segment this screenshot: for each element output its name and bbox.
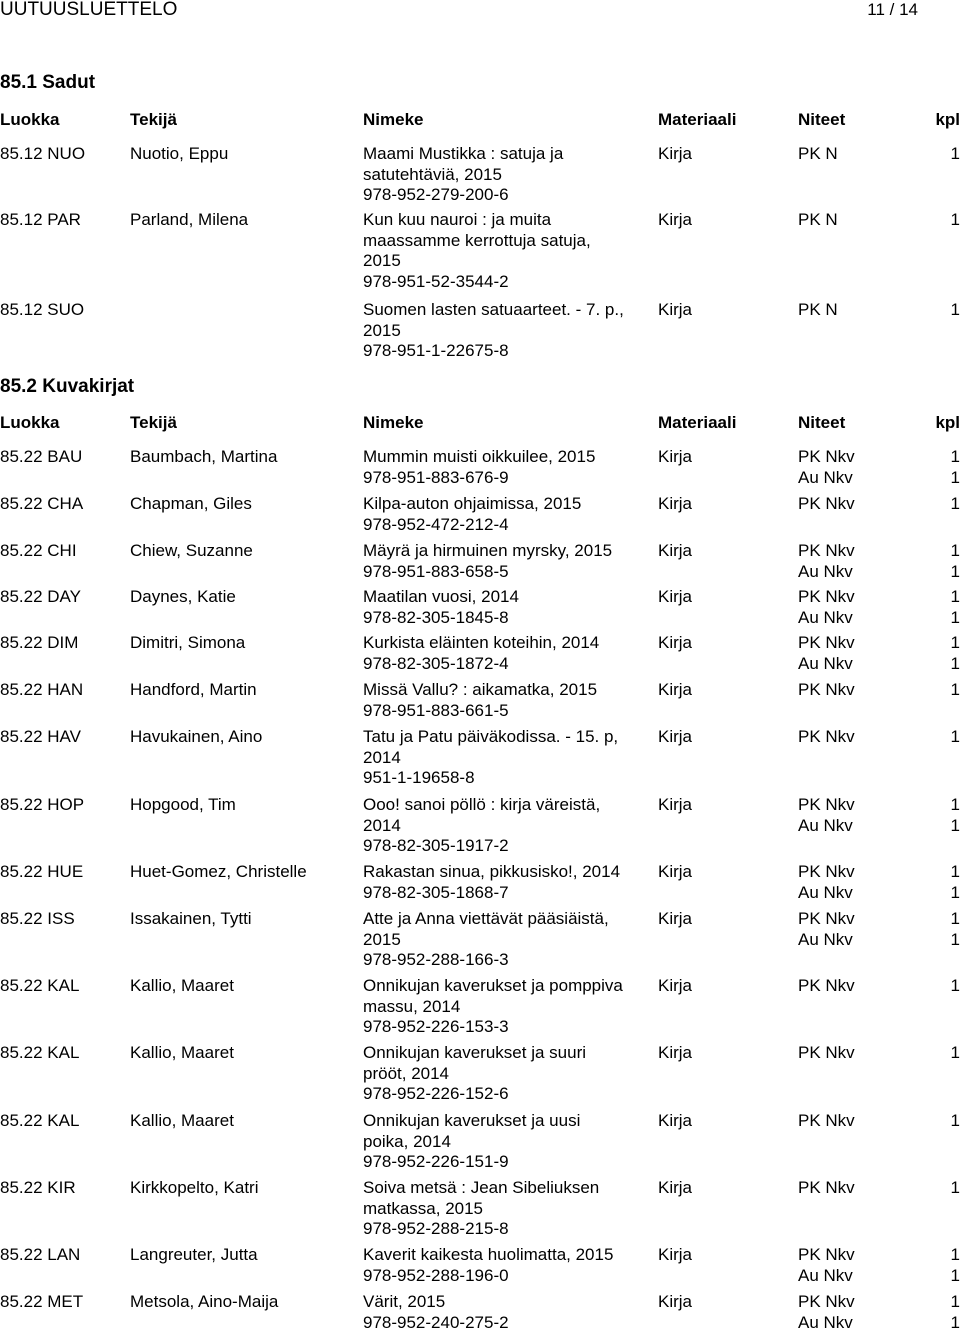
entry-holdings — [798, 795, 960, 836]
entry-title — [363, 1178, 648, 1240]
entry-title-line: Ooo! sanoi pöllö : kirja väreistä, — [363, 795, 648, 816]
holding-location: PK Nkv — [798, 1111, 855, 1132]
entry-title — [363, 1292, 648, 1333]
entry-material: Kirja — [658, 862, 692, 883]
column-header-tekija: Tekijä — [130, 110, 177, 130]
entry-title-line: maassamme kerrottuja satuja, — [363, 231, 648, 252]
entry-title-line: 2014 — [363, 816, 648, 837]
holding-count: 1 — [951, 909, 960, 930]
entry-title — [363, 541, 648, 582]
holding-count: 1 — [951, 1313, 960, 1333]
holding-count: 1 — [951, 1043, 960, 1064]
entry-holdings — [798, 862, 960, 903]
holding-location: PK Nkv — [798, 909, 855, 930]
entry-title-line: Tatu ja Patu päiväkodissa. - 15. p, — [363, 727, 648, 748]
section-heading: 85.1 Sadut — [0, 72, 95, 94]
entry-title — [363, 494, 648, 535]
entry-author: Dimitri, Simona — [130, 633, 245, 654]
holding-location: Au Nkv — [798, 468, 853, 489]
entry-holdings — [798, 1245, 960, 1286]
column-header-luokka: Luokka — [0, 110, 60, 130]
holding-count: 1 — [951, 494, 960, 515]
entry-title — [363, 1111, 648, 1173]
entry-title-line: Onnikujan kaverukset ja pomppiva — [363, 976, 648, 997]
holding-row — [798, 1111, 960, 1132]
entry-author: Hopgood, Tim — [130, 795, 236, 816]
entry-isbn: 978-951-883-661-5 — [363, 701, 648, 722]
holding-row — [798, 562, 960, 583]
entry-material: Kirja — [658, 1043, 692, 1064]
holding-location: PK Nkv — [798, 633, 855, 654]
entry-class: 85.22 MET — [0, 1292, 83, 1313]
entry-class: 85.22 DIM — [0, 633, 78, 654]
entry-class: 85.22 CHA — [0, 494, 83, 515]
entry-holdings — [798, 1178, 960, 1199]
entry-title-line: 2015 — [363, 321, 648, 342]
holding-count: 1 — [951, 608, 960, 629]
holding-location: Au Nkv — [798, 562, 853, 583]
entry-title — [363, 144, 648, 206]
entry-title-line: Onnikujan kaverukset ja uusi — [363, 1111, 648, 1132]
holding-row — [798, 883, 960, 904]
entry-isbn: 978-952-288-196-0 — [363, 1266, 648, 1287]
holding-row — [798, 144, 960, 165]
holding-count: 1 — [951, 587, 960, 608]
holding-row — [798, 654, 960, 675]
holding-location: PK Nkv — [798, 541, 855, 562]
entry-title — [363, 633, 648, 674]
holding-location: PK Nkv — [798, 1178, 855, 1199]
holding-row — [798, 1266, 960, 1287]
entry-title-line: Mummin muisti oikkuilee, 2015 — [363, 447, 648, 468]
entry-isbn: 978-951-883-676-9 — [363, 468, 648, 489]
entry-holdings — [798, 1043, 960, 1064]
holding-location: PK Nkv — [798, 680, 855, 701]
entry-author: Langreuter, Jutta — [130, 1245, 258, 1266]
entry-title-line: Mäyrä ja hirmuinen myrsky, 2015 — [363, 541, 648, 562]
entry-material: Kirja — [658, 447, 692, 468]
column-header-kpl: kpl — [935, 413, 960, 433]
entry-class: 85.22 BAU — [0, 447, 82, 468]
entry-isbn: 978-952-288-215-8 — [363, 1219, 648, 1240]
holding-count: 1 — [951, 468, 960, 489]
holding-location: PK N — [798, 300, 838, 321]
entry-author: Kallio, Maaret — [130, 1043, 234, 1064]
holding-count: 1 — [951, 210, 960, 231]
column-header-materiaali: Materiaali — [658, 413, 736, 433]
entry-title-line: Kurkista eläinten koteihin, 2014 — [363, 633, 648, 654]
entry-title-line: 2014 — [363, 748, 648, 769]
holding-row — [798, 862, 960, 883]
entry-holdings — [798, 633, 960, 674]
entry-author: Chiew, Suzanne — [130, 541, 253, 562]
holding-row — [798, 1245, 960, 1266]
holding-count: 1 — [951, 1111, 960, 1132]
entry-title-line: Kaverit kaikesta huolimatta, 2015 — [363, 1245, 648, 1266]
column-header-tekija: Tekijä — [130, 413, 177, 433]
holding-location: Au Nkv — [798, 816, 853, 837]
entry-material: Kirja — [658, 494, 692, 515]
entry-author: Kirkkopelto, Katri — [130, 1178, 259, 1199]
entry-material: Kirja — [658, 587, 692, 608]
holding-location: PK Nkv — [798, 727, 855, 748]
column-header-kpl: kpl — [935, 110, 960, 130]
entry-author: Huet-Gomez, Christelle — [130, 862, 307, 883]
entry-title — [363, 1043, 648, 1105]
entry-material: Kirja — [658, 1292, 692, 1313]
holding-location: Au Nkv — [798, 654, 853, 675]
holding-count: 1 — [951, 930, 960, 951]
entry-author: Parland, Milena — [130, 210, 248, 231]
entry-author: Havukainen, Aino — [130, 727, 262, 748]
entry-class: 85.22 KIR — [0, 1178, 76, 1199]
holding-count: 1 — [951, 300, 960, 321]
entry-title — [363, 727, 648, 789]
holding-count: 1 — [951, 795, 960, 816]
holding-row — [798, 976, 960, 997]
entry-author: Nuotio, Eppu — [130, 144, 228, 165]
holding-count: 1 — [951, 727, 960, 748]
entry-class: 85.22 ISS — [0, 909, 75, 930]
holding-row — [798, 1292, 960, 1313]
entry-isbn: 978-951-52-3544-2 — [363, 272, 648, 293]
entry-class: 85.22 HAN — [0, 680, 83, 701]
entry-material: Kirja — [658, 1178, 692, 1199]
holding-row — [798, 300, 960, 321]
entry-isbn: 978-952-472-212-4 — [363, 515, 648, 536]
holding-count: 1 — [951, 144, 960, 165]
entry-title-line: Soiva metsä : Jean Sibeliuksen — [363, 1178, 648, 1199]
entry-title — [363, 795, 648, 857]
holding-location: PK N — [798, 210, 838, 231]
holding-location: Au Nkv — [798, 930, 853, 951]
entry-material: Kirja — [658, 909, 692, 930]
entry-class: 85.22 HAV — [0, 727, 81, 748]
holding-row — [798, 1178, 960, 1199]
entry-title — [363, 862, 648, 903]
entry-title-line: Suomen lasten satuaarteet. - 7. p., — [363, 300, 648, 321]
holding-count: 1 — [951, 1292, 960, 1313]
holding-location: PK Nkv — [798, 1292, 855, 1313]
entry-isbn: 978-952-288-166-3 — [363, 950, 648, 971]
entry-holdings — [798, 680, 960, 701]
holding-count: 1 — [951, 976, 960, 997]
holding-row — [798, 468, 960, 489]
entry-material: Kirja — [658, 144, 692, 165]
entry-title-line: Värit, 2015 — [363, 1292, 648, 1313]
entry-class: 85.12 NUO — [0, 144, 85, 165]
holding-row — [798, 210, 960, 231]
entry-isbn: 978-951-1-22675-8 — [363, 341, 648, 362]
holding-row — [798, 633, 960, 654]
holding-location: PK N — [798, 144, 838, 165]
entry-title-line: prööt, 2014 — [363, 1064, 648, 1085]
page-header — [0, 0, 960, 22]
holding-location: Au Nkv — [798, 883, 853, 904]
holding-row — [798, 930, 960, 951]
entry-author: Kallio, Maaret — [130, 1111, 234, 1132]
entry-title — [363, 587, 648, 628]
holding-location: PK Nkv — [798, 587, 855, 608]
entry-isbn: 978-952-226-152-6 — [363, 1084, 648, 1105]
entry-title-line: Rakastan sinua, pikkusisko!, 2014 — [363, 862, 648, 883]
entry-title — [363, 680, 648, 721]
entry-holdings — [798, 541, 960, 582]
entry-holdings — [798, 300, 960, 321]
holding-count: 1 — [951, 1178, 960, 1199]
entry-isbn: 978-82-305-1917-2 — [363, 836, 648, 857]
entry-isbn: 978-952-240-275-2 — [363, 1313, 648, 1333]
entry-isbn: 978-952-226-151-9 — [363, 1152, 648, 1173]
holding-location: Au Nkv — [798, 1266, 853, 1287]
entry-material: Kirja — [658, 680, 692, 701]
holding-row — [798, 816, 960, 837]
entry-holdings — [798, 494, 960, 515]
entry-class: 85.22 KAL — [0, 976, 79, 997]
holding-count: 1 — [951, 654, 960, 675]
entry-isbn: 978-951-883-658-5 — [363, 562, 648, 583]
column-header-luokka: Luokka — [0, 413, 60, 433]
entry-title-line: Kun kuu nauroi : ja muita — [363, 210, 648, 231]
entry-title-line: Atte ja Anna viettävät pääsiäistä, — [363, 909, 648, 930]
entry-material: Kirja — [658, 1111, 692, 1132]
page-number: 11 / 14 — [867, 0, 918, 20]
entry-material: Kirja — [658, 541, 692, 562]
entry-title — [363, 210, 648, 292]
entry-author: Handford, Martin — [130, 680, 257, 701]
document-title: UUTUUSLUETTELO — [0, 0, 177, 21]
entry-title-line: Onnikujan kaverukset ja suuri — [363, 1043, 648, 1064]
holding-row — [798, 727, 960, 748]
entry-holdings — [798, 1111, 960, 1132]
holding-location: PK Nkv — [798, 447, 855, 468]
holding-row — [798, 909, 960, 930]
entry-isbn: 978-82-305-1868-7 — [363, 883, 648, 904]
section-heading: 85.2 Kuvakirjat — [0, 376, 134, 398]
entry-author: Chapman, Giles — [130, 494, 252, 515]
entry-holdings — [798, 587, 960, 628]
entry-class: 85.12 SUO — [0, 300, 84, 321]
entry-author: Kallio, Maaret — [130, 976, 234, 997]
holding-count: 1 — [951, 1266, 960, 1287]
holding-location: PK Nkv — [798, 976, 855, 997]
holding-count: 1 — [951, 447, 960, 468]
holding-count: 1 — [951, 862, 960, 883]
entry-holdings — [798, 909, 960, 950]
holding-location: PK Nkv — [798, 494, 855, 515]
holding-location: PK Nkv — [798, 1043, 855, 1064]
entry-title-line: Maami Mustikka : satuja ja — [363, 144, 648, 165]
entry-class: 85.12 PAR — [0, 210, 81, 231]
entry-title-line: Maatilan vuosi, 2014 — [363, 587, 648, 608]
entry-title-line: satutehtäviä, 2015 — [363, 165, 648, 186]
column-header-row — [0, 110, 960, 130]
entry-author: Metsola, Aino-Maija — [130, 1292, 278, 1313]
entry-title-line: matkassa, 2015 — [363, 1199, 648, 1220]
entry-author: Daynes, Katie — [130, 587, 236, 608]
entry-material: Kirja — [658, 300, 692, 321]
column-header-row — [0, 413, 960, 433]
entry-title — [363, 1245, 648, 1286]
entry-material: Kirja — [658, 210, 692, 231]
entry-isbn: 978-952-226-153-3 — [363, 1017, 648, 1038]
holding-location: Au Nkv — [798, 1313, 853, 1333]
holding-count: 1 — [951, 816, 960, 837]
entry-class: 85.22 HUE — [0, 862, 83, 883]
entry-title — [363, 300, 648, 362]
holding-location: PK Nkv — [798, 1245, 855, 1266]
holding-count: 1 — [951, 633, 960, 654]
holding-row — [798, 1043, 960, 1064]
column-header-niteet: Niteet — [798, 413, 845, 433]
entry-isbn: 978-952-279-200-6 — [363, 185, 648, 206]
entry-class: 85.22 LAN — [0, 1245, 80, 1266]
entry-material: Kirja — [658, 727, 692, 748]
holding-count: 1 — [951, 541, 960, 562]
entry-isbn: 951-1-19658-8 — [363, 768, 648, 789]
holding-location: Au Nkv — [798, 608, 853, 629]
column-header-nimeke: Nimeke — [363, 110, 423, 130]
entry-class: 85.22 HOP — [0, 795, 84, 816]
holding-count: 1 — [951, 883, 960, 904]
holding-count: 1 — [951, 1245, 960, 1266]
holding-location: PK Nkv — [798, 795, 855, 816]
entry-holdings — [798, 1292, 960, 1333]
entry-isbn: 978-82-305-1872-4 — [363, 654, 648, 675]
entry-title-line: poika, 2014 — [363, 1132, 648, 1153]
entry-title-line: 2015 — [363, 251, 648, 272]
holding-row — [798, 795, 960, 816]
entry-title-line: Missä Vallu? : aikamatka, 2015 — [363, 680, 648, 701]
entry-author: Issakainen, Tytti — [130, 909, 252, 930]
entry-material: Kirja — [658, 795, 692, 816]
entry-title-line: massu, 2014 — [363, 997, 648, 1018]
holding-count: 1 — [951, 680, 960, 701]
holding-row — [798, 608, 960, 629]
entry-holdings — [798, 447, 960, 488]
entry-holdings — [798, 144, 960, 165]
entry-material: Kirja — [658, 1245, 692, 1266]
holding-row — [798, 494, 960, 515]
column-header-nimeke: Nimeke — [363, 413, 423, 433]
entry-title-line: Kilpa-auton ohjaimissa, 2015 — [363, 494, 648, 515]
entry-class: 85.22 DAY — [0, 587, 81, 608]
holding-row — [798, 587, 960, 608]
entry-class: 85.22 KAL — [0, 1111, 79, 1132]
entry-title-line: 2015 — [363, 930, 648, 951]
entry-holdings — [798, 210, 960, 231]
holding-location: PK Nkv — [798, 862, 855, 883]
entry-material: Kirja — [658, 633, 692, 654]
entry-holdings — [798, 976, 960, 997]
holding-row — [798, 447, 960, 468]
entry-author: Baumbach, Martina — [130, 447, 277, 468]
entry-holdings — [798, 727, 960, 748]
holding-row — [798, 680, 960, 701]
holding-count: 1 — [951, 562, 960, 583]
column-header-niteet: Niteet — [798, 110, 845, 130]
entry-title — [363, 447, 648, 488]
column-header-materiaali: Materiaali — [658, 110, 736, 130]
entry-class: 85.22 CHI — [0, 541, 77, 562]
entry-material: Kirja — [658, 976, 692, 997]
entry-class: 85.22 KAL — [0, 1043, 79, 1064]
entry-title — [363, 909, 648, 971]
entry-isbn: 978-82-305-1845-8 — [363, 608, 648, 629]
holding-row — [798, 541, 960, 562]
entry-title — [363, 976, 648, 1038]
